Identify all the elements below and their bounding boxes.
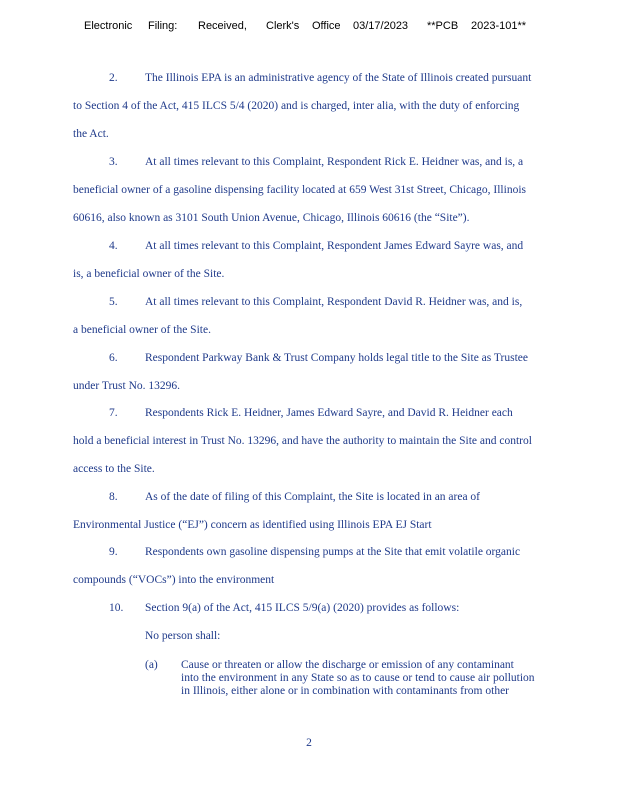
header-received: Received,	[198, 20, 247, 32]
filing-stamp-header	[84, 20, 578, 32]
header-filing: Filing:	[148, 20, 178, 32]
subsection-text: in Illinois, either alone or in combination with contaminants from other	[181, 685, 509, 697]
subsection-text: into the environment in any State so as to cause or tend to cause air pollution	[181, 672, 535, 684]
header-electronic: Electronic	[84, 20, 133, 32]
paragraph-text: Respondents Rick E. Heidner, James Edward Sayre, and David R. Heidner each	[145, 407, 513, 419]
paragraph-number: 7.	[109, 407, 118, 419]
header-docket: **PCB	[427, 20, 459, 32]
subsection-label: (a)	[145, 659, 158, 671]
paragraph-number: 9.	[109, 546, 118, 558]
header-office: Office	[312, 20, 341, 32]
paragraph-text: a beneficial owner of the Site.	[73, 324, 211, 336]
paragraph-text: As of the date of filing of this Complaint, the Site is located in an area of	[145, 491, 481, 503]
header-date: 03/17/2023	[353, 20, 409, 32]
paragraph-number: 8.	[109, 491, 118, 503]
paragraph-number: 10.	[109, 602, 124, 614]
page-number: 2	[306, 737, 312, 749]
paragraph-number: 4.	[109, 240, 118, 252]
paragraph-number: 2.	[109, 72, 118, 84]
header-number: 2023-101**	[471, 20, 527, 32]
paragraph-text: compounds (“VOCs”) into the environment	[73, 574, 275, 586]
paragraph-text: is, a beneficial owner of the Site.	[73, 268, 225, 280]
paragraph-text: hold a beneficial interest in Trust No. 13296, and have the authority to maintain the Site and control	[73, 435, 532, 447]
paragraph-text: At all times relevant to this Complaint, Respondent Rick E. Heidner was, and is, a	[145, 156, 524, 168]
paragraph-text: Respondent Parkway Bank & Trust Company holds legal title to the Site as Trustee	[145, 352, 529, 364]
paragraph-text: access to the Site.	[73, 463, 155, 475]
paragraph-text: under Trust No. 13296.	[73, 380, 181, 392]
statute-intro: No person shall:	[145, 630, 221, 642]
paragraph-text: Environmental Justice (“EJ”) concern as identified using Illinois EPA EJ Start	[73, 519, 432, 531]
paragraph-number: 6.	[109, 352, 118, 364]
paragraph-text: 60616, also known as 3101 South Union Avenue, Chicago, Illinois 60616 (the “Site”).	[73, 212, 470, 224]
paragraph-text: Respondents own gasoline dispensing pumps at the Site that emit volatile organic	[145, 546, 521, 558]
paragraph-number: 5.	[109, 296, 118, 308]
subsection-text: Cause or threaten or allow the discharge or emission of any contaminant	[181, 659, 514, 671]
paragraph-text: to Section 4 of the Act, 415 ILCS 5/4 (2020) and is charged, inter alia, with the duty of enforcing	[73, 100, 520, 112]
paragraph-text: Section 9(a) of the Act, 415 ILCS 5/9(a) (2020) provides as follows:	[145, 602, 460, 614]
paragraph-text: beneficial owner of a gasoline dispensing facility located at 659 West 31st Street, Chicago, Illinois	[73, 184, 526, 196]
paragraph-text: At all times relevant to this Complaint, Respondent David R. Heidner was, and is,	[145, 296, 523, 308]
paragraph-number: 3.	[109, 156, 118, 168]
header-clerks: Clerk's	[266, 20, 300, 32]
paragraph-text: the Act.	[73, 128, 109, 140]
paragraph-text: The Illinois EPA is an administrative agency of the State of Illinois created pursuant	[145, 72, 532, 84]
paragraph-text: At all times relevant to this Complaint, Respondent James Edward Sayre was, and	[145, 240, 524, 252]
